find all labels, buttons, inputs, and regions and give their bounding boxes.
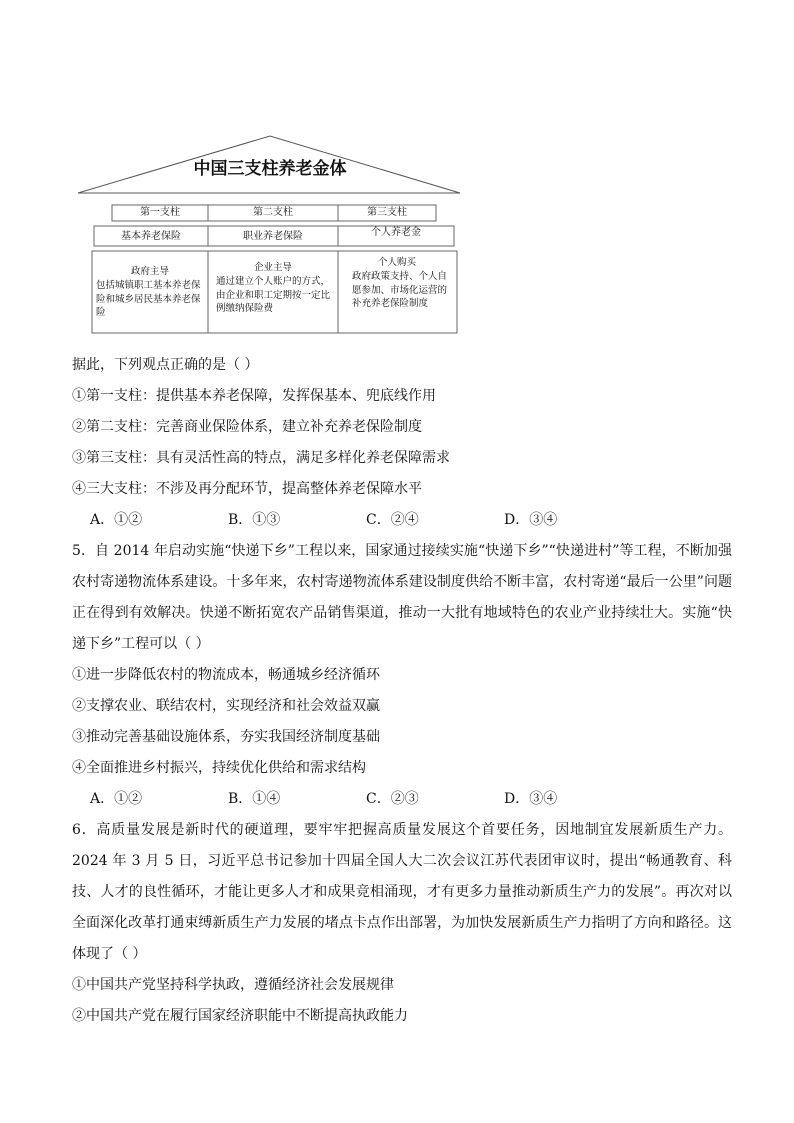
- q4-option-d[interactable]: D．③④: [504, 512, 558, 528]
- pillar-3-plan: 个人养老金: [371, 227, 421, 238]
- q6-item-1: ①中国共产党坚持科学执政，遵循经济社会发展规律: [72, 977, 394, 993]
- q5-option-d[interactable]: D．③④: [504, 791, 558, 807]
- q6-stem: 6．高质量发展是新时代的硬道理，要牢牢把握高质量发展这个首要任务，因地制宜发展新质生产力。2024 年 3 月 5 日，习近平总书记参加十四届全国人大二次会议江苏代表团审议时，提出“畅通教育、科技、人才的良性循环，才能让更多人才和成果竞相涌现，才有更多力量推动新质生产力的发展”。再次对以全面深化改革打通束缚新质生产力发展的堵点卡点作出部署，为加快发展新质生产力指明了方向和路径。这体现了（ ）: [72, 822, 732, 962]
- pillar-2-lead: 企业主导: [253, 262, 292, 273]
- pillar-2-name: 第二支柱: [253, 207, 293, 218]
- q4-options: [72, 505, 732, 536]
- pillar-3-lead: 个人购买: [377, 257, 416, 268]
- q5-item-4: ④全面推进乡村振兴，持续优化供给和需求结构: [72, 760, 366, 776]
- q4-item-1: ①第一支柱：提供基本养老保障，发挥保基本、兜底线作用: [72, 388, 436, 404]
- pillar-3-name: 第三支柱: [367, 207, 407, 218]
- pillar-3-desc: 政府政策支持、个人自愿参加、市场化运营的补充养老保险制度: [352, 271, 448, 309]
- q5-item-3: ③推动完善基础设施体系，夯实我国经济制度基础: [72, 729, 380, 745]
- q5-item-2: ②支撑农业、联结农村，实现经济和社会效益双赢: [72, 698, 380, 714]
- q5-option-a[interactable]: A．①②: [90, 791, 143, 807]
- q4-item-4: ④三大支柱：不涉及再分配环节，提高整体养老保障水平: [72, 481, 422, 497]
- pillar-2-desc: 通过建立个人账户的方式，由企业和职工定期按一定比例缴纳保险费: [216, 276, 331, 314]
- pension-pillars-diagram: [70, 118, 470, 343]
- q4-item-3: ③第三支柱：具有灵活性高的特点，满足多样化养老保障需求: [72, 450, 450, 466]
- q5-option-c[interactable]: C．②③: [366, 791, 419, 807]
- q4-option-a[interactable]: A．①②: [90, 512, 143, 528]
- q4-option-c[interactable]: C．②④: [366, 512, 419, 528]
- q6-item-2: ②中国共产党在履行国家经济职能中不断提高执政能力: [72, 1008, 408, 1024]
- pillar-1-desc: 包括城镇职工基本养老保险和城乡居民基本养老保险: [96, 280, 201, 318]
- pillar-2-plan: 职业养老保险: [243, 231, 303, 242]
- q4-item-2: ②第二支柱：完善商业保险体系，建立补充养老保险制度: [72, 419, 422, 435]
- q4-option-b[interactable]: B．①③: [228, 512, 281, 528]
- pillar-1-name: 第一支柱: [140, 207, 180, 218]
- q5-item-1: ①进一步降低农村的物流成本，畅通城乡经济循环: [72, 667, 380, 683]
- pillar-1-lead: 政府主导: [130, 266, 169, 277]
- q4-stem: 据此，下列观点正确的是（ ）: [72, 357, 259, 373]
- question-content: [72, 350, 732, 1032]
- pillar-1-plan: 基本养老保险: [121, 231, 181, 242]
- q5-stem: 5．自 2014 年启动实施“快递下乡”工程以来，国家通过接续实施“快递下乡”“快递进村”等工程，不断加强农村寄递物流体系建设。十多年来，农村寄递物流体系建设制度供给不断丰富，农村寄递“最后一公里”问题正在得到有效解决。快递不断拓宽农产品销售渠道，推动一大批有地域特色的农业产业持续壮大。实施“快递下乡”工程可以（ ）: [72, 543, 732, 652]
- diagram-title: 中国三支柱养老金体: [193, 159, 347, 179]
- q5-option-b[interactable]: B．①④: [228, 791, 281, 807]
- q5-options: [72, 784, 732, 815]
